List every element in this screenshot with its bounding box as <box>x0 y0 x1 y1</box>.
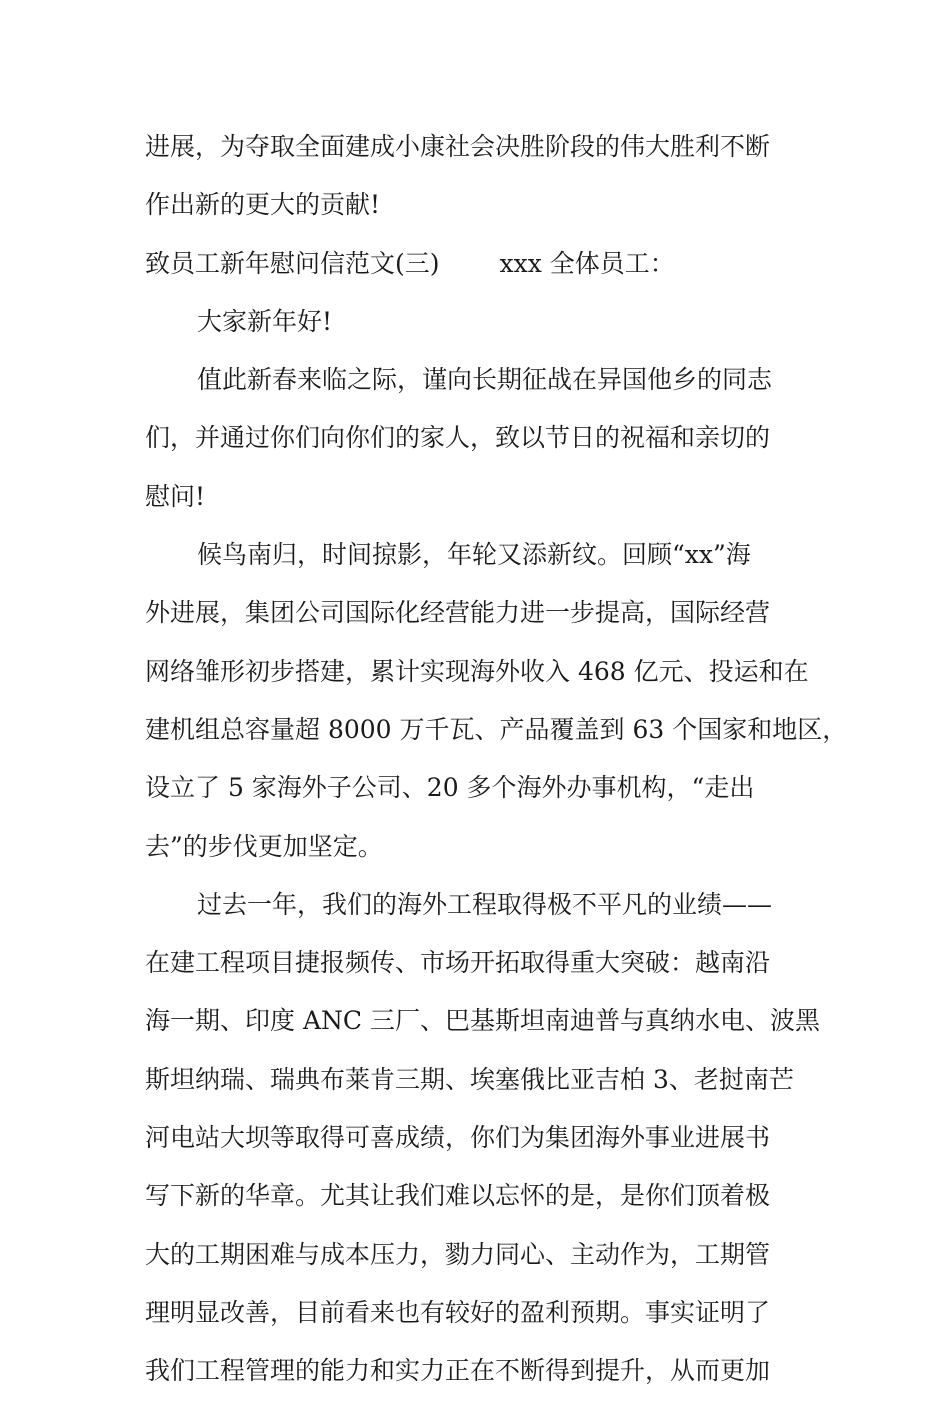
body-line: 河电站大坝等取得可喜成绩，你们为集团海外事业进展书 <box>145 1123 771 1153</box>
letter-title: 致员工新年慰问信范文(三) <box>145 248 440 278</box>
body-line: 过去一年，我们的海外工程取得极不平凡的业绩—— <box>197 889 773 919</box>
body-line: 大的工期困难与成本压力，勠力同心、主动作为，工期管 <box>145 1239 771 1269</box>
body-line: 写下新的华章。尤其让我们难以忘怀的是，是你们顶着极 <box>145 1181 771 1211</box>
body-line: 慰问! <box>145 481 206 511</box>
body-line: 建机组总容量超 8000 万千瓦、产品覆盖到 63 个国家和地区， <box>145 714 848 744</box>
body-line: 作出新的更大的贡献! <box>145 190 381 220</box>
body-line: 理明显改善，目前看来也有较好的盈利预期。事实证明了 <box>145 1297 771 1327</box>
salutation: xxx 全体员工： <box>499 248 675 278</box>
body-line: 我们工程管理的能力和实力正在不断得到提升，从而更加 <box>145 1356 771 1386</box>
body-line: 网络雏形初步搭建，累计实现海外收入 468 亿元、投运和在 <box>145 656 809 686</box>
body-line: 候鸟南归，时间掠影，年轮又添新纹。回顾“xx”海 <box>197 540 751 570</box>
body-line: 去”的步伐更加坚定。 <box>145 831 383 861</box>
body-line: 进展，为夺取全面建成小康社会决胜阶段的伟大胜利不断 <box>145 132 771 161</box>
document-body <box>145 118 848 1401</box>
body-line: 海一期、印度 ANC 三厂、巴基斯坦南迪普与真纳水电、波黑 <box>145 1006 820 1036</box>
body-line: 们，并通过你们向你们的家人，致以节日的祝福和亲切的 <box>145 423 771 453</box>
greeting-line: 大家新年好! <box>197 306 333 336</box>
body-line: 外进展，集团公司国际化经营能力进一步提高，国际经营 <box>145 598 771 628</box>
body-line: 斯坦纳瑞、瑞典布莱肯三期、埃塞俄比亚吉柏 3、老挝南芒 <box>145 1064 794 1094</box>
body-line: 设立了 5 家海外子公司、20 多个海外办事机构，“走出 <box>145 773 755 803</box>
body-line: 值此新春来临之际，谨向长期征战在异国他乡的同志 <box>197 365 773 395</box>
body-line: 在建工程项目捷报频传、市场开拓取得重大突破：越南沿 <box>145 948 771 978</box>
title-line <box>145 235 825 293</box>
